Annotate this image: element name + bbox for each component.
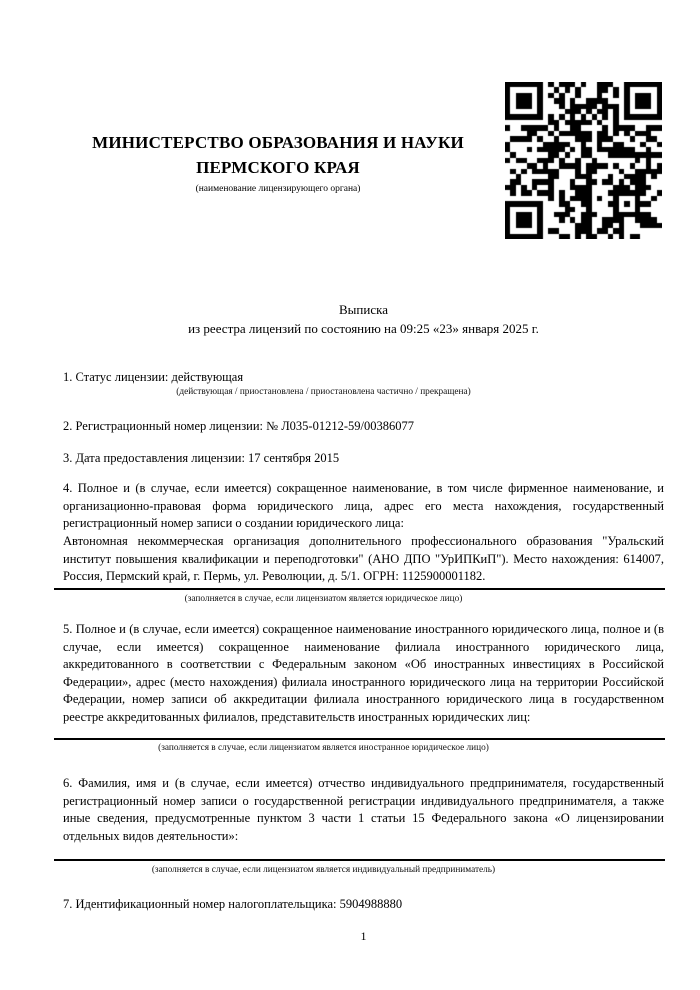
entrepreneur-field-line: [54, 859, 665, 861]
document-title-line1: Выписка: [339, 302, 388, 317]
item-1-license-status: 1. Статус лицензии: действующая: [63, 370, 244, 384]
ministry-name-line1: МИНИСТЕРСТВО ОБРАЗОВАНИЯ И НАУКИ: [92, 133, 464, 152]
item-6-entrepreneur-label: 6. Фамилия, имя и (в случае, если имеется) отчество индивидуального предпринимателя, государственный регистрационный номер записи о государственной регистрации индивидуального предпринимателя, а также иные сведения, предусмотренные пунктом 3 части 1 статьи 15 Федерального закона «О лицензировании отдельных видов деятельности»:: [63, 776, 664, 843]
item-4-legal-entity-value: Автономная некоммерческая организация дополнительного профессионального образования "Уральский институт повышения квалификации и переподготовки" (АНО ДПО "УрИПКиП"). Место нахождения: 614007, Россия, Пермский край, г. Пермь, ул. Революции, д. 5/1. ОГРН: 1125900001182.: [63, 534, 664, 584]
item-2-registration-number: 2. Регистрационный номер лицензии: № Л035-01212-59/00386077: [63, 419, 414, 433]
document-title-line2: из реестра лицензий по состоянию на 09:25 «23» января 2025 г.: [188, 321, 539, 336]
legal-entity-field-line: [54, 588, 665, 590]
ministry-header: [63, 130, 493, 195]
item-4-legal-entity-label: 4. Полное и (в случае, если имеется) сокращенное наименование, в том числе фирменное наименование, и организационно-правовая форма юридического лица, адрес его места нахождения, государственный регистрационный номер записи о создании юридического лица:: [63, 481, 664, 531]
item-5-foreign-entity-label: 5. Полное и (в случае, если имеется) сокращенное наименование иностранного юридического лица, полное и (в случае, если имеется) сокращенное наименование филиала иностранного юридического лица, аккредитованного в соответствии с Федеральным законом «Об иностранных инвестициях в Российской Федерации», адрес (место нахождения) филиала иностранного юридического лица на территории Российской Федерации, номер записи об аккредитации филиала иностранного юридического лица в государственном реестре аккредитованных филиалов, представительств иностранных юридических лиц:: [63, 622, 664, 724]
document-title: [63, 300, 664, 338]
ministry-name-line2: ПЕРМСКОГО КРАЯ: [196, 158, 360, 177]
license-status-options-note: (действующая / приостановлена / приостановлена частично / прекращена): [176, 387, 471, 397]
qr-code: [505, 82, 662, 239]
ministry-caption: (наименование лицензирующего органа): [195, 184, 361, 194]
foreign-entity-field-line: [54, 738, 665, 740]
item-3-grant-date: 3. Дата предоставления лицензии: 17 сентября 2015: [63, 451, 340, 465]
legal-entity-note: (заполняется в случае, если лицензиатом является юридическое лицо): [184, 594, 463, 604]
page-number: 1: [360, 929, 367, 943]
item-7-taxpayer-number: 7. Идентификационный номер налогоплательщика: 5904988880: [63, 897, 403, 911]
foreign-entity-note: (заполняется в случае, если лицензиатом является иностранное юридическое лицо): [158, 743, 489, 753]
entrepreneur-note: (заполняется в случае, если лицензиатом является индивидуальный предприниматель): [151, 865, 496, 875]
